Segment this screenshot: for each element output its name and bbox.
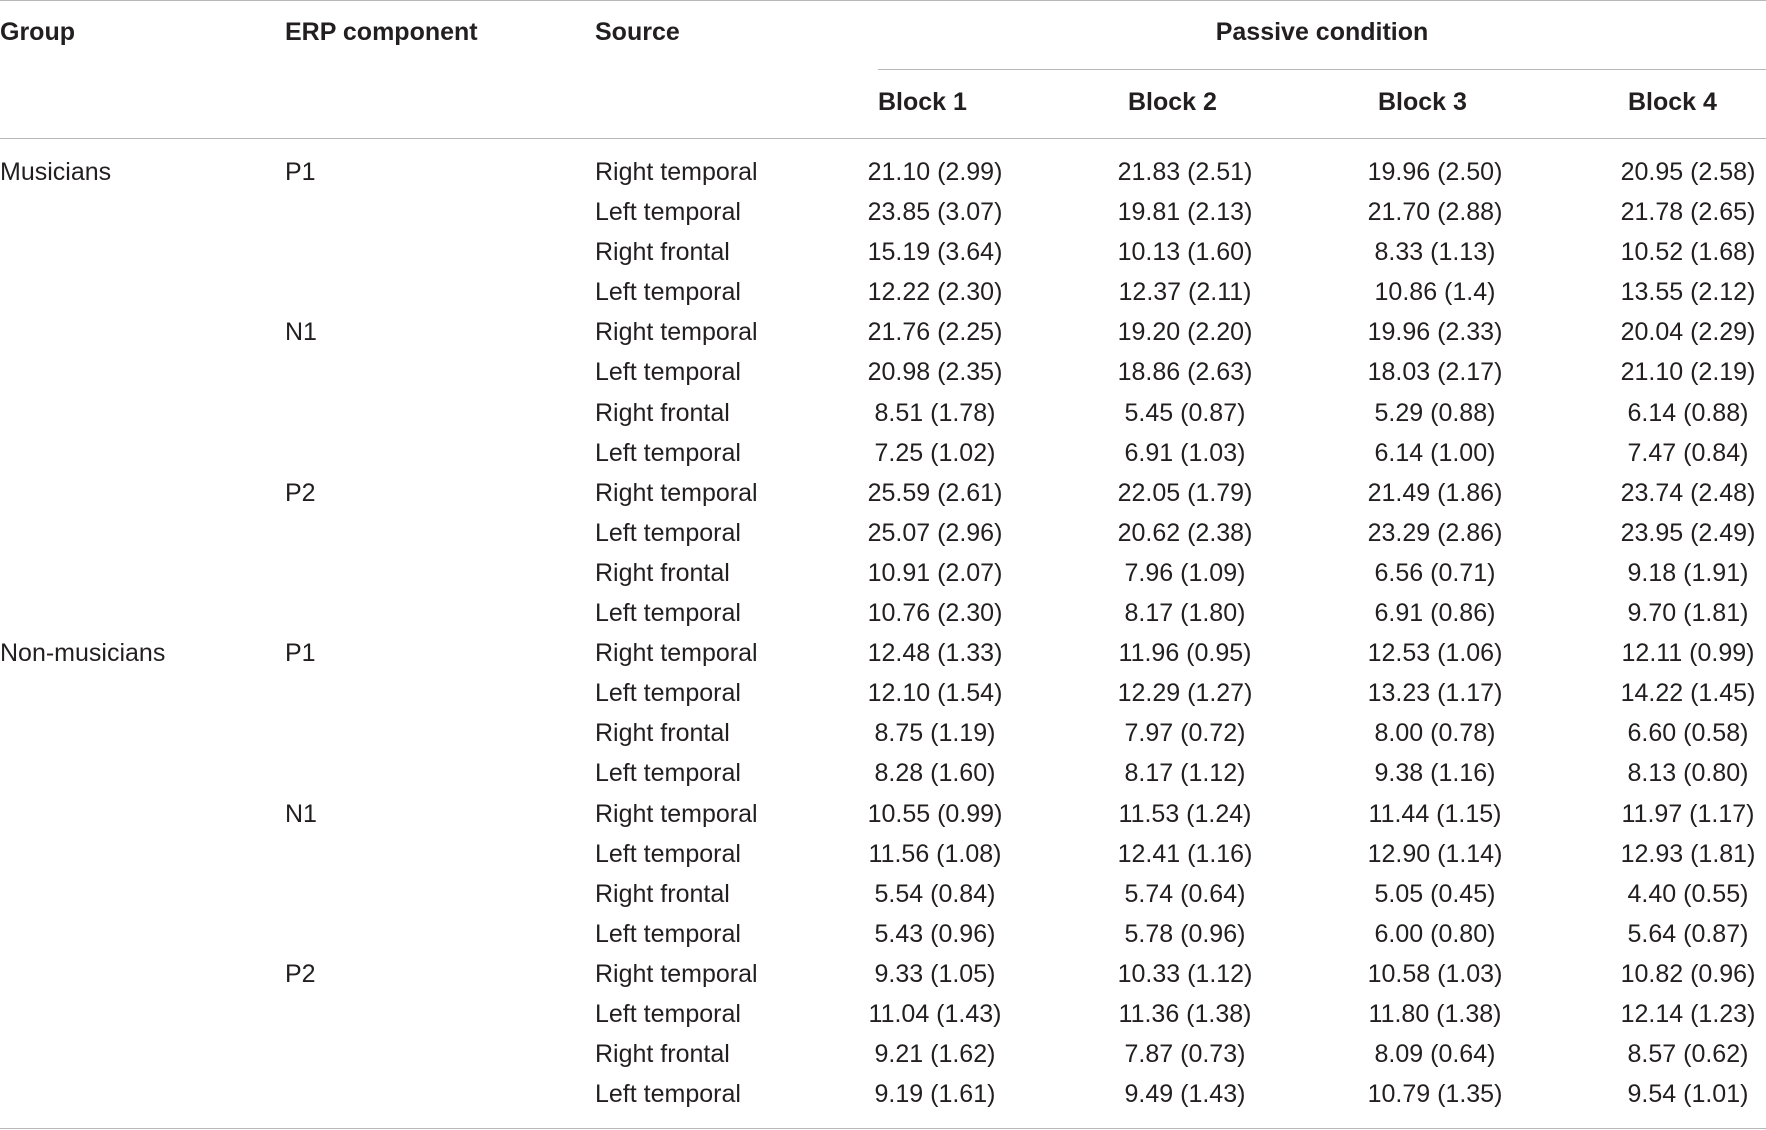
cell-source: Left temporal bbox=[595, 358, 741, 387]
table-row bbox=[0, 352, 1766, 392]
cell-block-3: 19.96 (2.33) bbox=[1367, 318, 1503, 347]
table-row bbox=[0, 1034, 1766, 1074]
cell-block-2: 10.13 (1.60) bbox=[1117, 238, 1253, 267]
cell-source: Right temporal bbox=[595, 799, 758, 828]
cell-block-2: 21.83 (2.51) bbox=[1117, 158, 1253, 186]
cell-source: Left temporal bbox=[595, 198, 741, 227]
cell-block-2: 8.17 (1.80) bbox=[1124, 599, 1246, 628]
cell-source: Left temporal bbox=[595, 919, 741, 948]
header-source: Source bbox=[595, 18, 680, 46]
cell-source: Left temporal bbox=[595, 759, 741, 788]
cell-erp-component: P2 bbox=[285, 478, 316, 507]
cell-block-4: 12.11 (0.99) bbox=[1621, 639, 1755, 668]
table-row bbox=[0, 633, 1766, 673]
cell-block-2: 22.05 (1.79) bbox=[1117, 478, 1253, 507]
cell-block-3: 8.33 (1.13) bbox=[1374, 238, 1496, 267]
cell-block-1: 9.21 (1.62) bbox=[874, 1040, 996, 1069]
cell-source: Left temporal bbox=[595, 278, 741, 307]
header-bottom-rule bbox=[0, 138, 1766, 139]
table-row bbox=[0, 312, 1766, 352]
table-row bbox=[0, 713, 1766, 753]
cell-block-4: 4.40 (0.55) bbox=[1627, 879, 1749, 908]
cell-block-1: 12.10 (1.54) bbox=[867, 679, 1003, 708]
cell-block-3: 5.05 (0.45) bbox=[1374, 879, 1496, 908]
cell-block-1: 21.10 (2.99) bbox=[867, 158, 1003, 186]
cell-source: Left temporal bbox=[595, 839, 741, 868]
cell-block-2: 12.41 (1.16) bbox=[1117, 839, 1253, 868]
cell-source: Right temporal bbox=[595, 959, 758, 988]
cell-erp-component: P1 bbox=[285, 639, 316, 668]
cell-block-4: 14.22 (1.45) bbox=[1620, 679, 1756, 708]
table-row bbox=[0, 553, 1766, 593]
cell-block-1: 5.43 (0.96) bbox=[874, 919, 996, 948]
cell-source: Right frontal bbox=[595, 719, 730, 748]
table-top-rule bbox=[0, 0, 1766, 1]
cell-block-1: 20.98 (2.35) bbox=[867, 358, 1003, 387]
cell-block-1: 10.91 (2.07) bbox=[867, 558, 1003, 587]
cell-block-4: 12.93 (1.81) bbox=[1620, 839, 1756, 868]
cell-block-3: 13.23 (1.17) bbox=[1367, 679, 1503, 708]
cell-block-2: 5.45 (0.87) bbox=[1124, 398, 1246, 427]
cell-block-2: 11.36 (1.38) bbox=[1118, 999, 1252, 1028]
header-block-4: Block 4 bbox=[1628, 88, 1717, 116]
cell-block-4: 12.14 (1.23) bbox=[1620, 999, 1756, 1028]
cell-group: Musicians bbox=[0, 158, 112, 186]
table-row bbox=[0, 393, 1766, 433]
table-row bbox=[0, 272, 1766, 312]
cell-block-4: 10.82 (0.96) bbox=[1620, 959, 1756, 988]
table-body bbox=[0, 152, 1766, 1114]
cell-block-3: 21.70 (2.88) bbox=[1367, 198, 1503, 227]
cell-block-3: 19.96 (2.50) bbox=[1367, 158, 1503, 186]
header-block-3: Block 3 bbox=[1378, 88, 1467, 116]
cell-block-2: 7.97 (0.72) bbox=[1124, 719, 1246, 748]
cell-block-3: 5.29 (0.88) bbox=[1374, 398, 1496, 427]
cell-source: Right temporal bbox=[595, 158, 758, 186]
cell-block-3: 9.38 (1.16) bbox=[1374, 759, 1496, 788]
cell-block-3: 10.58 (1.03) bbox=[1367, 959, 1503, 988]
cell-block-1: 10.76 (2.30) bbox=[867, 599, 1003, 628]
cell-block-4: 23.95 (2.49) bbox=[1620, 518, 1756, 547]
cell-block-4: 8.13 (0.80) bbox=[1627, 759, 1749, 788]
cell-source: Right temporal bbox=[595, 318, 758, 347]
cell-block-1: 8.28 (1.60) bbox=[874, 759, 996, 788]
table-row bbox=[0, 794, 1766, 834]
cell-block-4: 8.57 (0.62) bbox=[1627, 1040, 1749, 1069]
table-row bbox=[0, 914, 1766, 954]
header-passive-condition: Passive condition bbox=[1215, 18, 1429, 46]
cell-block-1: 8.75 (1.19) bbox=[874, 719, 996, 748]
cell-block-1: 9.33 (1.05) bbox=[874, 959, 996, 988]
cell-block-4: 9.18 (1.91) bbox=[1627, 558, 1749, 587]
cell-block-2: 11.53 (1.24) bbox=[1118, 799, 1252, 828]
cell-source: Right frontal bbox=[595, 238, 730, 267]
cell-block-4: 6.14 (0.88) bbox=[1627, 398, 1749, 427]
cell-block-3: 10.79 (1.35) bbox=[1367, 1080, 1503, 1109]
cell-block-1: 11.56 (1.08) bbox=[868, 839, 1002, 868]
table-row bbox=[0, 753, 1766, 793]
cell-block-4: 9.54 (1.01) bbox=[1627, 1080, 1749, 1109]
cell-erp-component: N1 bbox=[285, 318, 317, 347]
cell-block-3: 12.53 (1.06) bbox=[1367, 639, 1503, 668]
cell-block-1: 5.54 (0.84) bbox=[874, 879, 996, 908]
cell-source: Left temporal bbox=[595, 1080, 741, 1109]
cell-block-1: 8.51 (1.78) bbox=[874, 398, 996, 427]
cell-group: Non-musicians bbox=[0, 639, 166, 668]
cell-block-4: 20.95 (2.58) bbox=[1620, 158, 1756, 186]
table-row bbox=[0, 1074, 1766, 1114]
cell-source: Left temporal bbox=[595, 438, 741, 467]
cell-block-3: 11.80 (1.38) bbox=[1368, 999, 1502, 1028]
table-row bbox=[0, 593, 1766, 633]
cell-block-2: 12.37 (2.11) bbox=[1118, 278, 1252, 307]
cell-block-2: 7.96 (1.09) bbox=[1124, 558, 1246, 587]
cell-erp-component: P2 bbox=[285, 959, 316, 988]
cell-block-1: 25.07 (2.96) bbox=[867, 518, 1003, 547]
cell-block-2: 19.20 (2.20) bbox=[1117, 318, 1253, 347]
cell-block-4: 6.60 (0.58) bbox=[1627, 719, 1749, 748]
cell-block-3: 10.86 (1.4) bbox=[1374, 278, 1496, 307]
cell-block-2: 5.78 (0.96) bbox=[1124, 919, 1246, 948]
header-block-1: Block 1 bbox=[878, 88, 967, 116]
header-group: Group bbox=[0, 18, 75, 46]
cell-block-4: 5.64 (0.87) bbox=[1627, 919, 1749, 948]
cell-block-3: 6.91 (0.86) bbox=[1374, 599, 1496, 628]
table-row bbox=[0, 874, 1766, 914]
cell-block-1: 11.04 (1.43) bbox=[868, 999, 1002, 1028]
cell-block-1: 7.25 (1.02) bbox=[874, 438, 996, 467]
cell-block-1: 12.22 (2.30) bbox=[867, 278, 1003, 307]
cell-block-2: 7.87 (0.73) bbox=[1124, 1040, 1246, 1069]
cell-block-4: 13.55 (2.12) bbox=[1620, 278, 1756, 307]
cell-block-3: 8.00 (0.78) bbox=[1374, 719, 1496, 748]
table-row bbox=[0, 473, 1766, 513]
cell-block-1: 23.85 (3.07) bbox=[867, 198, 1003, 227]
cell-block-3: 6.00 (0.80) bbox=[1374, 919, 1496, 948]
cell-source: Right frontal bbox=[595, 398, 730, 427]
cell-erp-component: P1 bbox=[285, 158, 316, 186]
cell-block-3: 12.90 (1.14) bbox=[1367, 839, 1503, 868]
cell-block-2: 19.81 (2.13) bbox=[1117, 198, 1253, 227]
cell-block-1: 12.48 (1.33) bbox=[867, 639, 1003, 668]
cell-block-2: 5.74 (0.64) bbox=[1124, 879, 1246, 908]
cell-block-3: 23.29 (2.86) bbox=[1367, 518, 1503, 547]
cell-block-3: 8.09 (0.64) bbox=[1374, 1040, 1496, 1069]
cell-source: Left temporal bbox=[595, 518, 741, 547]
table-row bbox=[0, 513, 1766, 553]
cell-block-4: 23.74 (2.48) bbox=[1620, 478, 1756, 507]
cell-block-4: 9.70 (1.81) bbox=[1627, 599, 1749, 628]
cell-block-2: 20.62 (2.38) bbox=[1117, 518, 1253, 547]
table-row bbox=[0, 232, 1766, 272]
cell-block-2: 18.86 (2.63) bbox=[1117, 358, 1253, 387]
cell-block-3: 18.03 (2.17) bbox=[1367, 358, 1503, 387]
cell-block-3: 6.56 (0.71) bbox=[1374, 558, 1496, 587]
table-row bbox=[0, 152, 1766, 192]
cell-block-3: 21.49 (1.86) bbox=[1367, 478, 1503, 507]
cell-block-3: 6.14 (1.00) bbox=[1374, 438, 1496, 467]
cell-source: Right temporal bbox=[595, 478, 758, 507]
cell-block-2: 8.17 (1.12) bbox=[1124, 759, 1246, 788]
cell-source: Right frontal bbox=[595, 1040, 730, 1069]
table-row bbox=[0, 192, 1766, 232]
table-row bbox=[0, 994, 1766, 1034]
table-row bbox=[0, 834, 1766, 874]
cell-block-2: 10.33 (1.12) bbox=[1117, 959, 1253, 988]
cell-source: Right frontal bbox=[595, 879, 730, 908]
cell-block-4: 20.04 (2.29) bbox=[1620, 318, 1756, 347]
cell-block-4: 21.10 (2.19) bbox=[1620, 358, 1756, 387]
cell-block-4: 10.52 (1.68) bbox=[1620, 238, 1756, 267]
cell-block-2: 9.49 (1.43) bbox=[1124, 1080, 1246, 1109]
header-span-rule bbox=[878, 69, 1766, 70]
cell-block-4: 21.78 (2.65) bbox=[1620, 198, 1756, 227]
cell-block-1: 15.19 (3.64) bbox=[867, 238, 1003, 267]
cell-source: Right frontal bbox=[595, 558, 730, 587]
table-row bbox=[0, 433, 1766, 473]
header-erp-component: ERP component bbox=[285, 18, 478, 46]
cell-source: Left temporal bbox=[595, 599, 741, 628]
cell-block-1: 9.19 (1.61) bbox=[874, 1080, 996, 1109]
table-row bbox=[0, 673, 1766, 713]
cell-block-2: 12.29 (1.27) bbox=[1117, 679, 1253, 708]
cell-block-1: 10.55 (0.99) bbox=[867, 799, 1003, 828]
cell-erp-component: N1 bbox=[285, 799, 317, 828]
header-block-2: Block 2 bbox=[1128, 88, 1217, 116]
cell-source: Left temporal bbox=[595, 999, 741, 1028]
table-bottom-rule bbox=[0, 1128, 1766, 1129]
cell-source: Right temporal bbox=[595, 639, 758, 668]
cell-block-4: 7.47 (0.84) bbox=[1627, 438, 1749, 467]
cell-source: Left temporal bbox=[595, 679, 741, 708]
cell-block-2: 6.91 (1.03) bbox=[1124, 438, 1246, 467]
cell-block-2: 11.96 (0.95) bbox=[1118, 639, 1252, 668]
cell-block-1: 25.59 (2.61) bbox=[867, 478, 1003, 507]
cell-block-4: 11.97 (1.17) bbox=[1621, 799, 1755, 828]
table-row bbox=[0, 954, 1766, 994]
cell-block-3: 11.44 (1.15) bbox=[1368, 799, 1502, 828]
cell-block-1: 21.76 (2.25) bbox=[867, 318, 1003, 347]
